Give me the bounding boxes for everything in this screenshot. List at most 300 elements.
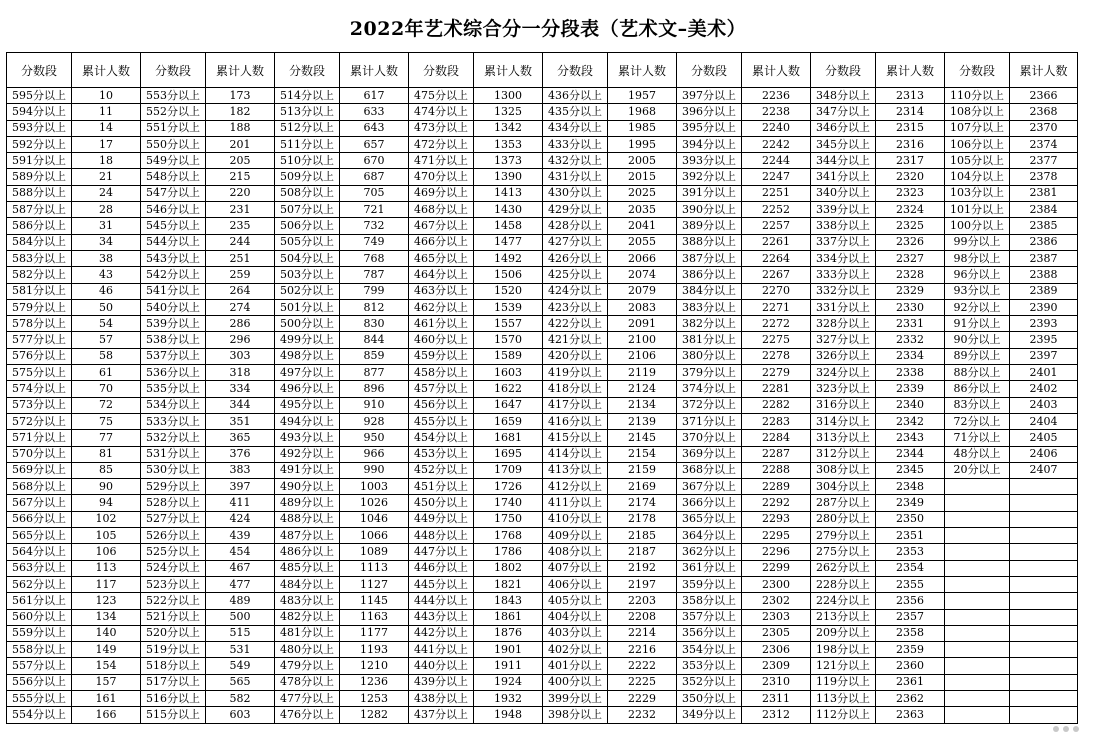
count-cell: 439 (206, 528, 275, 544)
count-cell: 2312 (742, 707, 811, 723)
count-cell: 2015 (608, 169, 677, 185)
count-cell: 264 (206, 283, 275, 299)
score-cell: 486分以上 (275, 544, 340, 560)
count-cell: 1589 (474, 348, 543, 364)
count-cell: 467 (206, 560, 275, 576)
table-row (7, 234, 1078, 250)
score-cell: 108分以上 (945, 104, 1010, 120)
score-cell: 595分以上 (7, 88, 72, 104)
score-cell: 369分以上 (677, 446, 742, 462)
score-cell: 344分以上 (811, 153, 876, 169)
count-cell: 2324 (876, 202, 945, 218)
score-cell: 384分以上 (677, 283, 742, 299)
score-cell: 506分以上 (275, 218, 340, 234)
count-cell: 182 (206, 104, 275, 120)
count-cell: 2357 (876, 609, 945, 625)
score-cell: 514分以上 (275, 88, 340, 104)
score-cell: 482分以上 (275, 609, 340, 625)
score-cell: 535分以上 (141, 381, 206, 397)
score-cell: 571分以上 (7, 430, 72, 446)
table-row (7, 202, 1078, 218)
score-cell: 430分以上 (543, 185, 608, 201)
score-cell: 105分以上 (945, 153, 1010, 169)
count-cell: 70 (72, 381, 141, 397)
table-row (7, 250, 1078, 266)
count-cell (1010, 576, 1078, 592)
count-cell: 1557 (474, 316, 543, 332)
score-cell: 119分以上 (811, 674, 876, 690)
count-cell: 1236 (340, 674, 409, 690)
count-cell: 2356 (876, 593, 945, 609)
score-cell: 489分以上 (275, 495, 340, 511)
score-cell: 525分以上 (141, 544, 206, 560)
count-cell: 34 (72, 234, 141, 250)
score-cell: 409分以上 (543, 528, 608, 544)
score-cell: 399分以上 (543, 690, 608, 706)
table-row (7, 690, 1078, 706)
score-cell: 433分以上 (543, 136, 608, 152)
score-cell (945, 625, 1010, 641)
score-header: 分数段 (811, 53, 876, 88)
count-cell: 2282 (742, 397, 811, 413)
count-cell: 582 (206, 690, 275, 706)
table-row (7, 642, 1078, 658)
count-cell: 1659 (474, 413, 543, 429)
count-cell: 1768 (474, 528, 543, 544)
count-cell: 1901 (474, 642, 543, 658)
score-cell: 591分以上 (7, 153, 72, 169)
count-cell: 1985 (608, 120, 677, 136)
count-cell: 2358 (876, 625, 945, 641)
count-cell: 1932 (474, 690, 543, 706)
score-cell: 104分以上 (945, 169, 1010, 185)
score-cell: 434分以上 (543, 120, 608, 136)
score-cell (945, 707, 1010, 723)
count-cell: 2332 (876, 332, 945, 348)
count-cell: 2299 (742, 560, 811, 576)
score-header: 分数段 (7, 53, 72, 88)
score-cell: 279分以上 (811, 528, 876, 544)
score-cell: 537分以上 (141, 348, 206, 364)
count-cell: 2079 (608, 283, 677, 299)
count-cell: 2363 (876, 707, 945, 723)
count-cell: 344 (206, 397, 275, 413)
score-header: 分数段 (945, 53, 1010, 88)
count-cell: 2178 (608, 511, 677, 527)
score-cell: 314分以上 (811, 413, 876, 429)
score-cell: 492分以上 (275, 446, 340, 462)
count-cell: 2404 (1010, 413, 1078, 429)
score-cell (945, 593, 1010, 609)
score-cell: 559分以上 (7, 625, 72, 641)
score-cell: 565分以上 (7, 528, 72, 544)
count-cell: 274 (206, 299, 275, 315)
count-cell (1010, 528, 1078, 544)
score-cell: 493分以上 (275, 430, 340, 446)
count-cell: 1843 (474, 593, 543, 609)
score-cell: 370分以上 (677, 430, 742, 446)
count-cell: 1876 (474, 625, 543, 641)
score-cell: 557分以上 (7, 658, 72, 674)
score-cell: 356分以上 (677, 625, 742, 641)
score-cell: 346分以上 (811, 120, 876, 136)
count-cell: 2407 (1010, 462, 1078, 478)
score-cell: 389分以上 (677, 218, 742, 234)
score-cell: 72分以上 (945, 413, 1010, 429)
score-cell: 397分以上 (677, 88, 742, 104)
score-cell: 213分以上 (811, 609, 876, 625)
score-cell: 449分以上 (409, 511, 474, 527)
score-cell: 110分以上 (945, 88, 1010, 104)
score-cell: 536分以上 (141, 365, 206, 381)
count-cell: 2384 (1010, 202, 1078, 218)
count-cell: 1177 (340, 625, 409, 641)
score-cell: 379分以上 (677, 365, 742, 381)
score-cell: 576分以上 (7, 348, 72, 364)
score-cell: 405分以上 (543, 593, 608, 609)
count-cell: 1353 (474, 136, 543, 152)
score-cell: 561分以上 (7, 593, 72, 609)
count-cell: 2208 (608, 609, 677, 625)
count-cell: 830 (340, 316, 409, 332)
score-cell (945, 658, 1010, 674)
count-cell: 2187 (608, 544, 677, 560)
count-cell: 2296 (742, 544, 811, 560)
count-cell: 500 (206, 609, 275, 625)
score-cell: 560分以上 (7, 609, 72, 625)
score-cell: 354分以上 (677, 642, 742, 658)
score-cell: 457分以上 (409, 381, 474, 397)
score-cell: 107分以上 (945, 120, 1010, 136)
score-cell: 396分以上 (677, 104, 742, 120)
count-cell: 2374 (1010, 136, 1078, 152)
count-cell: 383 (206, 462, 275, 478)
score-cell: 428分以上 (543, 218, 608, 234)
table-body (7, 88, 1078, 724)
count-cell: 2303 (742, 609, 811, 625)
count-cell: 950 (340, 430, 409, 446)
count-cell: 2326 (876, 234, 945, 250)
count-cell: 1046 (340, 511, 409, 527)
count-cell: 2238 (742, 104, 811, 120)
count-cell: 75 (72, 413, 141, 429)
score-cell: 438分以上 (409, 690, 474, 706)
score-cell: 361分以上 (677, 560, 742, 576)
score-cell: 395分以上 (677, 120, 742, 136)
count-cell: 749 (340, 234, 409, 250)
table-row (7, 88, 1078, 104)
count-cell: 1709 (474, 462, 543, 478)
score-cell (945, 479, 1010, 495)
score-cell: 577分以上 (7, 332, 72, 348)
score-cell: 308分以上 (811, 462, 876, 478)
count-cell: 1726 (474, 479, 543, 495)
count-cell: 1492 (474, 250, 543, 266)
score-cell: 545分以上 (141, 218, 206, 234)
count-cell: 844 (340, 332, 409, 348)
count-cell: 477 (206, 576, 275, 592)
count-cell: 1681 (474, 430, 543, 446)
score-cell: 448分以上 (409, 528, 474, 544)
score-cell: 333分以上 (811, 267, 876, 283)
count-cell: 2055 (608, 234, 677, 250)
score-cell: 532分以上 (141, 430, 206, 446)
score-cell: 500分以上 (275, 316, 340, 332)
count-cell: 11 (72, 104, 141, 120)
count-cell: 1089 (340, 544, 409, 560)
table-row (7, 267, 1078, 283)
score-cell: 453分以上 (409, 446, 474, 462)
score-cell: 419分以上 (543, 365, 608, 381)
count-cell: 2159 (608, 462, 677, 478)
count-cell: 1193 (340, 642, 409, 658)
count-cell: 1127 (340, 576, 409, 592)
score-cell: 589分以上 (7, 169, 72, 185)
table-row (7, 528, 1078, 544)
score-cell: 465分以上 (409, 250, 474, 266)
count-cell: 1373 (474, 153, 543, 169)
score-cell (945, 560, 1010, 576)
score-cell: 476分以上 (275, 707, 340, 723)
score-cell: 413分以上 (543, 462, 608, 478)
count-cell: 617 (340, 88, 409, 104)
count-cell: 140 (72, 625, 141, 641)
score-cell: 497分以上 (275, 365, 340, 381)
count-cell: 2397 (1010, 348, 1078, 364)
score-cell: 484分以上 (275, 576, 340, 592)
score-cell: 524分以上 (141, 560, 206, 576)
table-row (7, 707, 1078, 723)
score-cell: 445分以上 (409, 576, 474, 592)
score-cell: 447分以上 (409, 544, 474, 560)
score-cell: 280分以上 (811, 511, 876, 527)
score-cell: 578分以上 (7, 316, 72, 332)
count-cell: 2288 (742, 462, 811, 478)
count-cell: 2134 (608, 397, 677, 413)
score-cell: 550分以上 (141, 136, 206, 152)
table-row (7, 658, 1078, 674)
score-cell: 112分以上 (811, 707, 876, 723)
count-cell: 397 (206, 479, 275, 495)
score-cell: 459分以上 (409, 348, 474, 364)
count-cell: 77 (72, 430, 141, 446)
score-distribution-table (6, 52, 1078, 724)
count-cell: 46 (72, 283, 141, 299)
score-cell: 534分以上 (141, 397, 206, 413)
count-cell: 2284 (742, 430, 811, 446)
count-cell: 235 (206, 218, 275, 234)
count-cell: 2348 (876, 479, 945, 495)
score-cell: 511分以上 (275, 136, 340, 152)
score-header: 分数段 (409, 53, 474, 88)
score-cell: 198分以上 (811, 642, 876, 658)
score-cell: 348分以上 (811, 88, 876, 104)
count-cell: 2313 (876, 88, 945, 104)
table-row (7, 544, 1078, 560)
count-cell: 732 (340, 218, 409, 234)
score-cell: 313分以上 (811, 430, 876, 446)
score-cell: 437分以上 (409, 707, 474, 723)
score-cell: 86分以上 (945, 381, 1010, 397)
score-cell: 463分以上 (409, 283, 474, 299)
score-cell (945, 511, 1010, 527)
count-cell: 1911 (474, 658, 543, 674)
score-cell: 400分以上 (543, 674, 608, 690)
score-cell: 401分以上 (543, 658, 608, 674)
count-cell: 2342 (876, 413, 945, 429)
score-cell: 353分以上 (677, 658, 742, 674)
count-cell: 2328 (876, 267, 945, 283)
count-cell: 2005 (608, 153, 677, 169)
score-cell: 391分以上 (677, 185, 742, 201)
count-cell: 2334 (876, 348, 945, 364)
score-cell: 474分以上 (409, 104, 474, 120)
count-cell: 2242 (742, 136, 811, 152)
score-cell: 408分以上 (543, 544, 608, 560)
table-row (7, 185, 1078, 201)
score-cell: 594分以上 (7, 104, 72, 120)
score-cell: 262分以上 (811, 560, 876, 576)
score-cell: 367分以上 (677, 479, 742, 495)
count-cell: 643 (340, 120, 409, 136)
table-row (7, 218, 1078, 234)
score-cell: 553分以上 (141, 88, 206, 104)
score-cell: 90分以上 (945, 332, 1010, 348)
score-cell: 477分以上 (275, 690, 340, 706)
count-cell: 201 (206, 136, 275, 152)
score-cell: 347分以上 (811, 104, 876, 120)
count-cell: 2344 (876, 446, 945, 462)
count-cell: 2289 (742, 479, 811, 495)
score-cell: 593分以上 (7, 120, 72, 136)
table-row (7, 348, 1078, 364)
score-cell: 488分以上 (275, 511, 340, 527)
score-cell: 374分以上 (677, 381, 742, 397)
count-cell: 2329 (876, 283, 945, 299)
score-cell (945, 544, 1010, 560)
score-cell: 469分以上 (409, 185, 474, 201)
count-cell (1010, 658, 1078, 674)
score-cell: 499分以上 (275, 332, 340, 348)
count-cell: 105 (72, 528, 141, 544)
score-cell: 546分以上 (141, 202, 206, 218)
count-cell: 603 (206, 707, 275, 723)
score-cell: 523分以上 (141, 576, 206, 592)
score-cell: 331分以上 (811, 299, 876, 315)
count-cell: 215 (206, 169, 275, 185)
count-cell: 57 (72, 332, 141, 348)
score-cell: 462分以上 (409, 299, 474, 315)
score-cell: 365分以上 (677, 511, 742, 527)
count-cell: 2359 (876, 642, 945, 658)
score-cell: 575分以上 (7, 365, 72, 381)
table-row (7, 593, 1078, 609)
count-cell: 296 (206, 332, 275, 348)
score-cell: 83分以上 (945, 397, 1010, 413)
count-cell (1010, 593, 1078, 609)
table-row (7, 625, 1078, 641)
score-cell: 512分以上 (275, 120, 340, 136)
score-cell: 552分以上 (141, 104, 206, 120)
count-cell: 687 (340, 169, 409, 185)
count-cell: 2267 (742, 267, 811, 283)
score-cell: 339分以上 (811, 202, 876, 218)
count-cell: 10 (72, 88, 141, 104)
count-cell: 2283 (742, 413, 811, 429)
score-cell: 386分以上 (677, 267, 742, 283)
count-cell: 1113 (340, 560, 409, 576)
score-cell: 423分以上 (543, 299, 608, 315)
score-cell: 224分以上 (811, 593, 876, 609)
score-cell: 539分以上 (141, 316, 206, 332)
score-cell: 515分以上 (141, 707, 206, 723)
count-cell: 2232 (608, 707, 677, 723)
count-cell: 2225 (608, 674, 677, 690)
count-cell: 259 (206, 267, 275, 283)
table-row (7, 446, 1078, 462)
score-cell: 382分以上 (677, 316, 742, 332)
score-cell: 332分以上 (811, 283, 876, 299)
score-cell: 327分以上 (811, 332, 876, 348)
count-cell: 2345 (876, 462, 945, 478)
count-cell: 2035 (608, 202, 677, 218)
score-cell: 470分以上 (409, 169, 474, 185)
score-cell: 121分以上 (811, 658, 876, 674)
score-cell: 468分以上 (409, 202, 474, 218)
score-cell (945, 674, 1010, 690)
score-cell: 106分以上 (945, 136, 1010, 152)
count-cell (1010, 495, 1078, 511)
count-cell: 117 (72, 576, 141, 592)
count-cell: 2185 (608, 528, 677, 544)
count-cell: 351 (206, 413, 275, 429)
score-cell: 324分以上 (811, 365, 876, 381)
score-cell: 495分以上 (275, 397, 340, 413)
score-cell: 573分以上 (7, 397, 72, 413)
score-cell: 467分以上 (409, 218, 474, 234)
table-row (7, 316, 1078, 332)
score-cell: 503分以上 (275, 267, 340, 283)
count-cell: 2236 (742, 88, 811, 104)
score-cell: 414分以上 (543, 446, 608, 462)
score-cell: 549分以上 (141, 153, 206, 169)
count-cell (1010, 674, 1078, 690)
count-cell: 2368 (1010, 104, 1078, 120)
score-cell: 415分以上 (543, 430, 608, 446)
score-cell: 480分以上 (275, 642, 340, 658)
count-cell: 1300 (474, 88, 543, 104)
score-cell: 526分以上 (141, 528, 206, 544)
score-cell: 398分以上 (543, 707, 608, 723)
score-cell: 516分以上 (141, 690, 206, 706)
count-cell: 2317 (876, 153, 945, 169)
count-cell: 2252 (742, 202, 811, 218)
score-cell: 498分以上 (275, 348, 340, 364)
score-cell: 584分以上 (7, 234, 72, 250)
count-cell (1010, 625, 1078, 641)
score-cell: 420分以上 (543, 348, 608, 364)
count-cell: 18 (72, 153, 141, 169)
score-cell: 372分以上 (677, 397, 742, 413)
count-cell: 1390 (474, 169, 543, 185)
score-cell: 542分以上 (141, 267, 206, 283)
count-cell: 489 (206, 593, 275, 609)
table-row (7, 332, 1078, 348)
count-cell: 2247 (742, 169, 811, 185)
count-cell: 2025 (608, 185, 677, 201)
score-cell: 569分以上 (7, 462, 72, 478)
count-cell: 2222 (608, 658, 677, 674)
